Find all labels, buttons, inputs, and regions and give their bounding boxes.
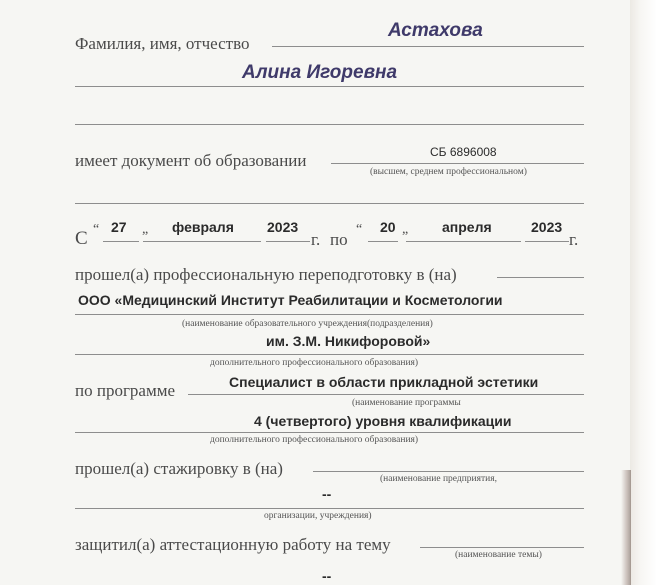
education-doc-line [331, 163, 584, 164]
to-open-quote: “ [356, 222, 363, 237]
from-day-line [103, 241, 139, 242]
program-hint2: дополнительного профессионального образования) [210, 435, 419, 445]
program-line2-value: 4 (четвертого) уровня квалификации [254, 413, 512, 429]
program-hint1: (наименование программы [352, 398, 461, 408]
surname-value: Астахова [388, 20, 483, 41]
internship-value: -- [322, 486, 332, 502]
page-edge-shadow [621, 470, 631, 585]
to-month-value: апреля [442, 219, 492, 235]
blank-line-2 [75, 203, 584, 204]
to-year-suffix: г. [569, 230, 579, 249]
given-names-line [75, 86, 584, 87]
from-year-line [266, 241, 310, 242]
internship-line2 [75, 508, 584, 509]
education-doc-label: имеет документ об образовании [75, 151, 307, 170]
to-day-value: 20 [380, 219, 396, 235]
institution-line2-line [75, 354, 584, 355]
to-year-line [525, 241, 569, 242]
institution-line1-value: ООО «Медицинский Институт Реабилитации и Косметологии [78, 292, 503, 308]
blank-line-1 [75, 124, 584, 125]
period-from-prefix: С [75, 228, 88, 249]
to-month-line [406, 241, 521, 242]
to-day-line [368, 241, 398, 242]
internship-label: прошел(а) стажировку в (на) [75, 459, 283, 478]
internship-line1 [313, 471, 584, 472]
institution-line1-line [75, 314, 584, 315]
given-names-value: Алина Игоревна [242, 62, 398, 83]
thesis-value: -- [322, 568, 332, 584]
program-line1-value: Специалист в области прикладной эстетики [229, 374, 539, 390]
surname-line [272, 46, 584, 47]
to-close-quote: „ [402, 222, 409, 237]
education-doc-number: СБ 6896008 [430, 145, 497, 159]
institution-line2-value: им. З.М. Никифоровой» [266, 333, 431, 349]
internship-hint2: организации, учреждения) [264, 511, 372, 521]
thesis-line [420, 547, 584, 548]
program-line1 [188, 394, 584, 395]
retraining-label: прошел(а) профессиональную переподготовку в (на) [75, 265, 457, 284]
from-month-line [143, 241, 261, 242]
institution-hint2: дополнительного профессионального образования) [210, 358, 419, 368]
period-to-prefix: по [330, 230, 348, 249]
from-close-quote: „ [142, 222, 149, 237]
program-line2 [75, 432, 584, 433]
from-month-value: февраля [172, 219, 234, 235]
page-edge [630, 0, 656, 585]
from-open-quote: “ [93, 222, 100, 237]
retraining-line [497, 277, 584, 278]
from-day-value: 27 [111, 219, 127, 235]
to-year-value: 2023 [531, 219, 563, 235]
program-label: по программе [75, 381, 176, 400]
thesis-label: защитил(а) аттестационную работу на тему [75, 535, 391, 554]
full-name-label: Фамилия, имя, отчество [75, 34, 250, 53]
from-year-suffix: г. [311, 230, 321, 249]
education-doc-hint: (высшем, среднем профессиональном) [370, 167, 527, 177]
from-year-value: 2023 [267, 219, 299, 235]
institution-hint1: (наименование образовательного учреждения(подразделения) [182, 319, 433, 329]
thesis-hint: (наименование темы) [455, 550, 542, 560]
internship-hint1: (наименование предприятия, [380, 474, 497, 484]
